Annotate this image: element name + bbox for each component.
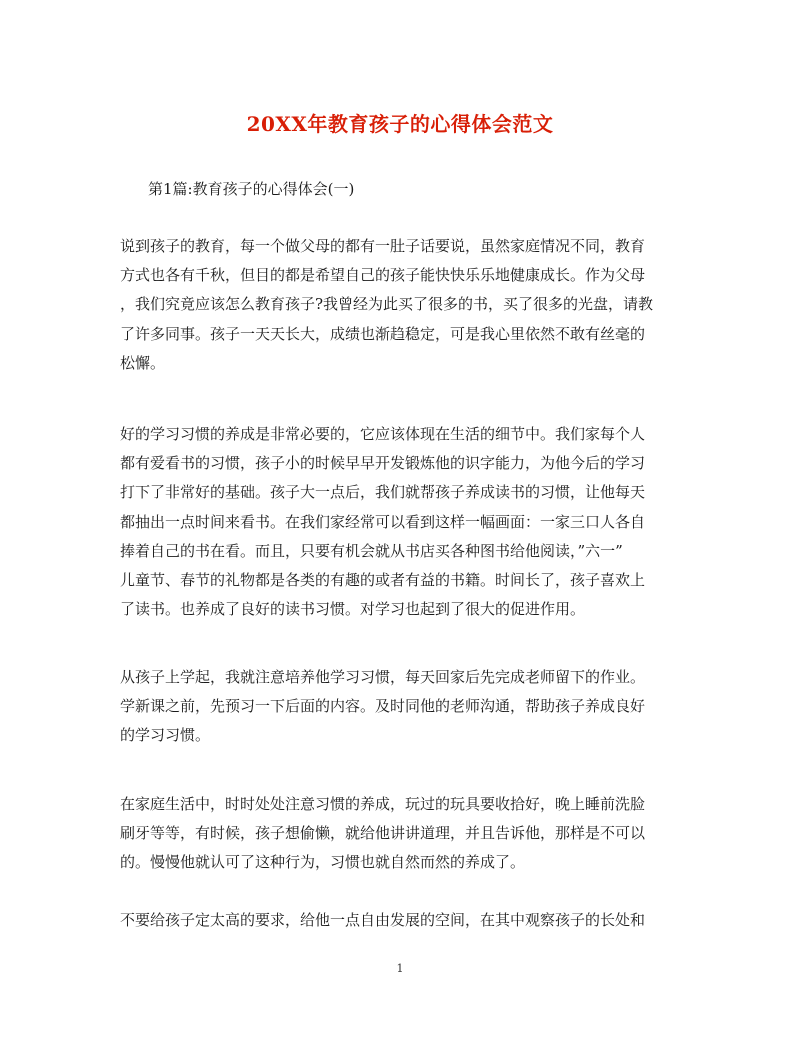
paragraph-line: 了读书。也养成了良好的读书习惯。对学习也起到了很大的促进作用。 [120, 600, 586, 619]
paragraph-line: 都抽出一点时间来看书。在我们家经常可以看到这样一幅画面：一家三口人各自 [120, 512, 646, 531]
paragraph-line: 了许多同事。孩子一天天长大，成绩也渐趋稳定，可是我心里依然不敢有丝毫的 [120, 324, 646, 343]
paragraph-line: 说到孩子的教育，每一个做父母的都有一肚子话要说，虽然家庭情况不同，教育 [120, 237, 646, 255]
paragraph-line: 的。慢慢他就认可了这种行为，习惯也就自然而然的养成了。 [120, 853, 526, 872]
paragraph-line: 从孩子上学起，我就注意培养他学习习惯，每天回家后先完成老师留下的作业。 [120, 668, 646, 686]
paragraph-line: 方式也各有千秋，但目的都是希望自己的孩子能快快乐乐地健康成长。作为父母 [120, 266, 646, 285]
paragraph-line: 都有爱看书的习惯，孩子小的时候早早开发锻炼他的识字能力，为他今后的学习 [120, 454, 646, 473]
paragraph-4 [120, 790, 680, 878]
paragraph-line: ，我们究竟应该怎么教育孩子?我曾经为此买了很多的书，买了很多的光盘，请教 [120, 295, 654, 314]
page-number: 1 [396, 962, 404, 975]
paragraph-line: 刷牙等等，有时候，孩子想偷懒，就给他讲讲道理，并且告诉他，那样是不可以 [120, 824, 646, 843]
paragraph-line: 松懈。 [120, 353, 166, 372]
paragraph-line: 不要给孩子定太高的要求，给他一点自由发展的空间，在其中观察孩子的长处和 [120, 911, 646, 929]
document-title: 20XX年教育孩子的心得体会范文 [246, 112, 554, 136]
paragraph-line: 在家庭生活中，时时处处注意习惯的养成，玩过的玩具要收拾好，晚上睡前洗脸 [120, 795, 646, 813]
paragraph-3 [120, 663, 680, 751]
paragraph-2 [120, 420, 680, 624]
paragraph-line: 好的学习习惯的养成是非常必要的，它应该体现在生活的细节中。我们家每个人 [120, 425, 646, 443]
paragraph-line: 儿童节、春节的礼物都是各类的有趣的或者有益的书籍。时间长了，孩子喜欢上 [120, 571, 646, 590]
paragraph-line: 捧着自己的书在看。而且，只要有机会就从书店买各种图书给他阅读，”六一” [120, 541, 623, 560]
paragraph-line: 打下了非常好的基础。孩子大一点后，我们就帮孩子养成读书的习惯，让他每天 [120, 483, 646, 502]
paragraph-5 [120, 906, 680, 935]
paragraph-line: 的学习习惯。 [120, 726, 211, 745]
section-heading: 第1篇:教育孩子的心得体会(一) [148, 180, 355, 198]
paragraph-1 [120, 232, 680, 378]
paragraph-line: 学新课之前，先预习一下后面的内容。及时同他的老师沟通，帮助孩子养成良好 [120, 697, 646, 716]
